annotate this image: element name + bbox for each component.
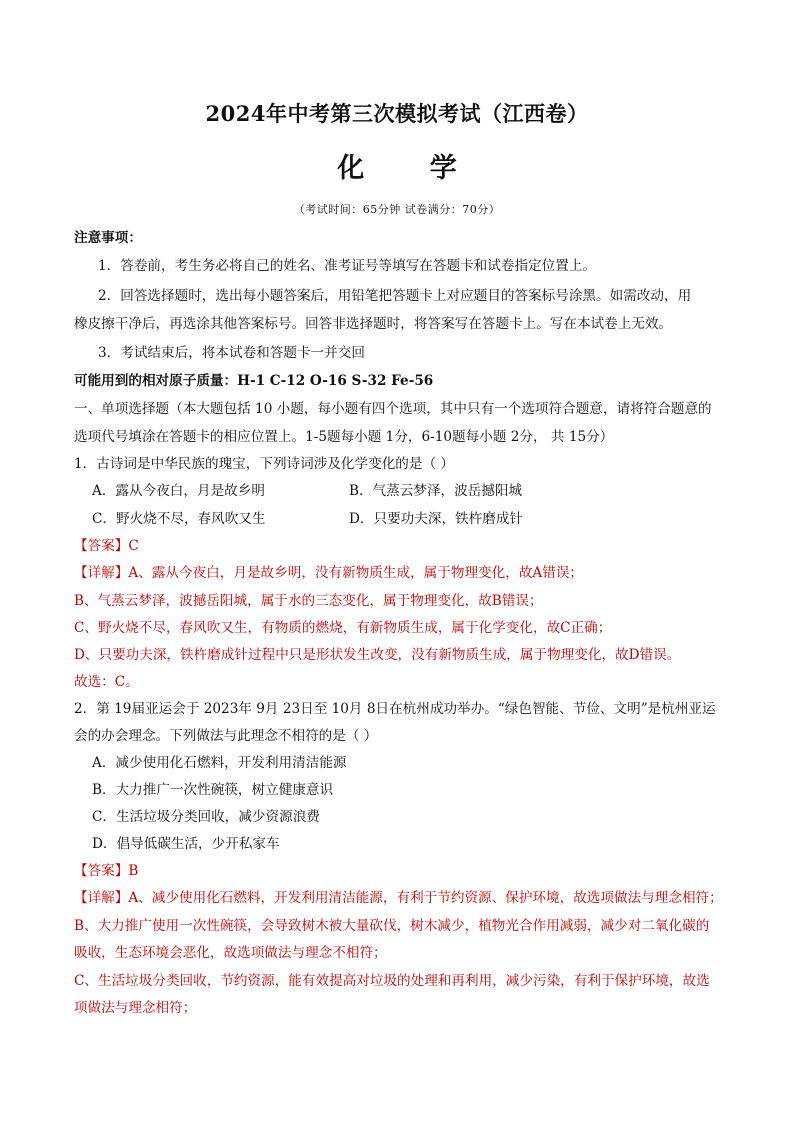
q2-option-d: D．倡导低碳生活，少开私家车	[92, 836, 280, 852]
q2-stem-line-2: 会的办会理念。下列做法与此理念不相符的是（ ）	[74, 728, 378, 744]
q1-options-row-2	[92, 509, 732, 529]
q2-detail-b-line-2: 吸收，生态环境会恶化，故选项做法与理念不相符；	[74, 945, 387, 961]
q1-conclusion: 故选：C。	[74, 674, 139, 690]
exam-time-info: （考试时间：65分钟 试卷满分：70分）	[293, 203, 501, 216]
q2-answer-label: 【答案】	[74, 863, 129, 879]
notice-item-2-line-1: 2．回答选择题时，选出每小题答案后，用铅笔把答题卡上对应题目的答案标号涂黑。如需改动，用	[98, 288, 692, 304]
q2-stem-line-1: 2．第 19届亚运会于 2023年 9月 23日至 10月 8日在杭州成功举办。“绿色智能、节俭、文明”是杭州亚运	[74, 701, 716, 717]
q2-option-c: C．生活垃圾分类回收，减少资源浪费	[92, 809, 320, 825]
q1-answer-label: 【答案】	[74, 538, 129, 554]
q1-detail-a	[74, 563, 724, 583]
q2-detail-b-line-1: B、大力推广使用一次性碗筷，会导致树木被大量砍伐，树木减少，植物光合作用减弱，减少对二氧化碳的	[74, 918, 710, 934]
notice-item-1: 1．答卷前，考生务必将自己的姓名、准考证号等填写在答题卡和试卷指定位置上。	[98, 258, 597, 274]
q2-option-a: A．减少使用化石燃料，开发利用清洁能源	[92, 755, 347, 771]
q2-detail-c-line-2: 项做法与理念相符；	[74, 1000, 197, 1016]
q1-detail-a-text: A、露从今夜白，月是故乡明，没有新物质生成，属于物理变化，故A错误；	[128, 565, 584, 581]
q1-detail-label: 【详解】	[74, 565, 129, 581]
section-1-intro-line-2: 选项代号填涂在答题卡的相应位置上。1-5题每小题 1分，6-10题每小题 2分， 共 15分）	[74, 429, 614, 445]
q1-detail-d: D、只要功夫深，铁杵磨成针过程中只是形状发生改变，没有新物质生成，属于物理变化，故D错误。	[74, 647, 681, 663]
q2-detail-label: 【详解】	[74, 890, 129, 906]
notice-item-3: 3．考试结束后，将本试卷和答题卡一并交回	[98, 345, 365, 361]
notice-heading: 注意事项：	[74, 230, 142, 246]
q1-option-c: C．野火烧不尽，春风吹又生	[92, 511, 266, 527]
q2-detail-c-line-1: C、生活垃圾分类回收，节约资源，能有效提高对垃圾的处理和再利用，减少污染，有利于保护环境，故选	[74, 973, 710, 989]
q1-option-a: A．露从今夜白，月是故乡明	[92, 483, 265, 499]
q2-option-b: B．大力推广一次性碗筷，树立健康意识	[92, 782, 334, 798]
exam-title: 2024年中考第三次模拟考试（江西卷）	[205, 101, 589, 126]
section-1-intro-line-1: 一、单项选择题（本大题包括 10 小题，每小题有四个选项，其中只有一个选项符合题意，请将符合题意的	[74, 401, 712, 417]
q2-detail-a	[74, 888, 724, 908]
q2-answer	[74, 861, 724, 881]
q1-detail-c: C、野火烧不尽，春风吹又生，有物质的燃烧，有新物质生成，属于化学变化，故C正确；	[74, 620, 612, 636]
q1-answer-value: C	[128, 538, 139, 554]
q2-answer-value: B	[128, 863, 139, 879]
subject-title: 化 学	[337, 153, 485, 184]
q1-options-row-1	[92, 481, 732, 501]
q1-option-b: B．气蒸云梦泽，波岳撼阳城	[349, 483, 523, 499]
q1-stem: 1．古诗词是中华民族的瑰宝，下列诗词涉及化学变化的是（ ）	[74, 456, 454, 472]
q1-option-d: D．只要功夫深，铁杵磨成针	[349, 511, 524, 527]
q2-detail-a-text: A、减少使用化石燃料，开发利用清洁能源，有利于节约资源、保护环境，故选项做法与理念相符；	[128, 890, 723, 906]
notice-item-2-line-2: 橡皮擦干净后，再选涂其他答案标号。回答非选择题时，将答案写在答题卡上。写在本试卷上无效。	[74, 316, 673, 332]
atomic-mass-line: 可能用到的相对原子质量：H-1 C-12 O-16 S-32 Fe-56	[74, 373, 434, 389]
q1-answer	[74, 536, 724, 556]
q1-detail-b: B、气蒸云梦泽，波撼岳阳城，属于水的三态变化，属于物理变化，故B错误；	[74, 593, 543, 609]
